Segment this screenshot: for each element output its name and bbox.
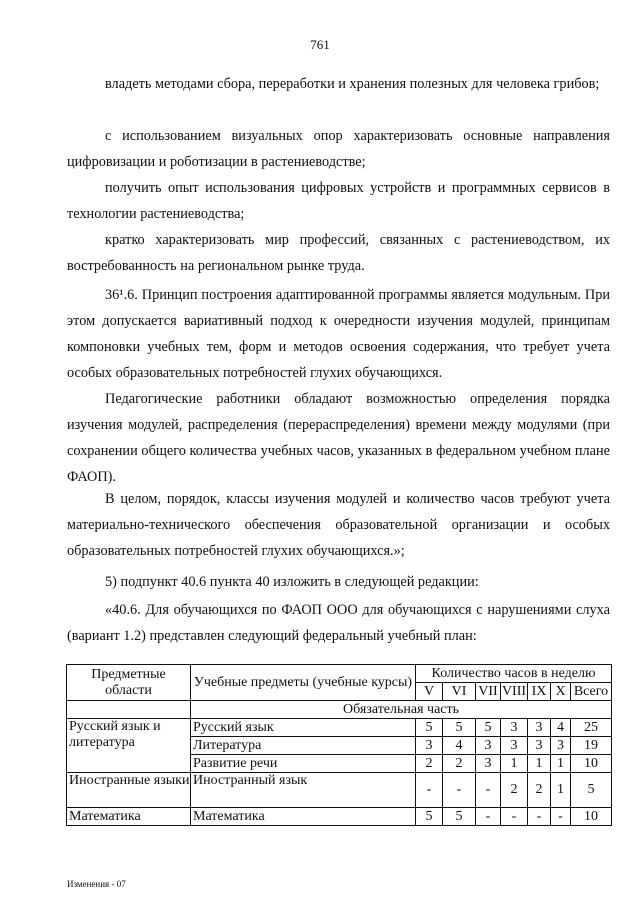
hours-cell: 3 xyxy=(501,719,528,737)
header-hours-per-week: Количество часов в неделю xyxy=(416,665,612,683)
hours-cell: - xyxy=(476,808,501,826)
total-cell: 25 xyxy=(571,719,612,737)
hours-cell: 2 xyxy=(528,773,551,808)
curriculum-table xyxy=(66,664,612,826)
total-cell: 19 xyxy=(571,737,612,755)
paragraph: кратко характеризовать мир профессий, связанных с растениеводством, их востребованность на региональном рынке труда. xyxy=(67,232,610,274)
hours-cell: 4 xyxy=(443,737,476,755)
hours-cell: - xyxy=(551,808,571,826)
total-cell: 10 xyxy=(571,808,612,826)
paragraph: с использованием визуальных опор характеризовать основные направления цифровизации и роботизации в растениеводстве; xyxy=(67,128,610,170)
grade-header: X xyxy=(551,683,571,701)
subject-cell: Математика xyxy=(191,808,416,826)
subject-cell: Развитие речи xyxy=(191,755,416,773)
paragraph: В целом, порядок, классы изучения модулей и количество часов требуют учета материально-технического обеспечения образовательной организации и особых образовательных потребностей глухих обучающихся.»; xyxy=(67,491,610,559)
page-number: 761 xyxy=(310,37,330,52)
hours-cell: 1 xyxy=(551,773,571,808)
grade-header: VII xyxy=(476,683,501,701)
table-row xyxy=(67,808,612,826)
hours-cell: 5 xyxy=(443,808,476,826)
hours-cell: 1 xyxy=(528,755,551,773)
table-cell-empty xyxy=(67,701,191,719)
hours-cell: - xyxy=(416,773,443,808)
hours-cell: 2 xyxy=(416,755,443,773)
header-subject-area: Предметные области xyxy=(67,665,191,701)
hours-cell: - xyxy=(528,808,551,826)
paragraph: 36¹.6. Принцип построения адаптированной программы является модульным. При этом допускается вариативный подход к очередности изучения модулей, принципам компоновки учебных тем, форм и методов освоения содержания, что требует учета особых образовательных потребностей глухих обучающихся. xyxy=(67,287,610,381)
hours-cell: 3 xyxy=(416,737,443,755)
hours-cell: 3 xyxy=(528,737,551,755)
hours-cell: 4 xyxy=(551,719,571,737)
grade-header: VI xyxy=(443,683,476,701)
paragraph: 5) подпункт 40.6 пункта 40 изложить в следующей редакции: xyxy=(105,574,479,590)
subject-cell: Литература xyxy=(191,737,416,755)
subject-cell: Русский язык xyxy=(191,719,416,737)
grade-header: IX xyxy=(528,683,551,701)
hours-cell: 5 xyxy=(443,719,476,737)
area-cell: Иностранные языки xyxy=(67,773,191,808)
grade-header: V xyxy=(416,683,443,701)
paragraph: получить опыт использования цифровых устройств и программных сервисов в технологии растениеводства; xyxy=(67,180,610,222)
footer-note: Изменения - 07 xyxy=(67,879,126,889)
area-cell: Математика xyxy=(67,808,191,826)
hours-cell: 5 xyxy=(416,808,443,826)
hours-cell: 3 xyxy=(501,737,528,755)
header-subjects: Учебные предметы (учебные курсы) xyxy=(191,665,416,701)
hours-cell: - xyxy=(501,808,528,826)
table-row xyxy=(67,719,612,737)
paragraph: Педагогические работники обладают возможностью определения порядка изучения модулей, распределения (перераспределения) времени между модулями (при сохранении общего количества учебных часов, указанных в федеральном учебном плане ФАОП). xyxy=(67,391,610,485)
hours-cell: 3 xyxy=(476,737,501,755)
hours-cell: 3 xyxy=(528,719,551,737)
hours-cell: 2 xyxy=(501,773,528,808)
hours-cell: - xyxy=(443,773,476,808)
grade-header: VIII xyxy=(501,683,527,699)
hours-cell: 1 xyxy=(551,755,571,773)
hours-cell: 2 xyxy=(443,755,476,773)
hours-cell: 3 xyxy=(551,737,571,755)
subject-cell: Иностранный язык xyxy=(191,773,416,808)
total-cell: 5 xyxy=(571,773,612,808)
area-cell: Русский язык и литература xyxy=(67,719,191,773)
section-mandatory: Обязательная часть xyxy=(191,701,612,719)
hours-cell: 5 xyxy=(416,719,443,737)
grade-header: Всего xyxy=(571,683,612,701)
paragraph: «40.6. Для обучающихся по ФАОП ООО для обучающихся с нарушениями слуха (вариант 1.2) представлен следующий федеральный учебный план: xyxy=(67,602,610,644)
paragraph: владеть методами сбора, переработки и хранения полезных для человека грибов; xyxy=(105,76,600,92)
table-row xyxy=(67,773,612,808)
hours-cell: 5 xyxy=(476,719,501,737)
hours-cell: 1 xyxy=(501,755,528,773)
total-cell: 10 xyxy=(571,755,612,773)
hours-cell: 3 xyxy=(476,755,501,773)
hours-cell: - xyxy=(476,773,501,808)
